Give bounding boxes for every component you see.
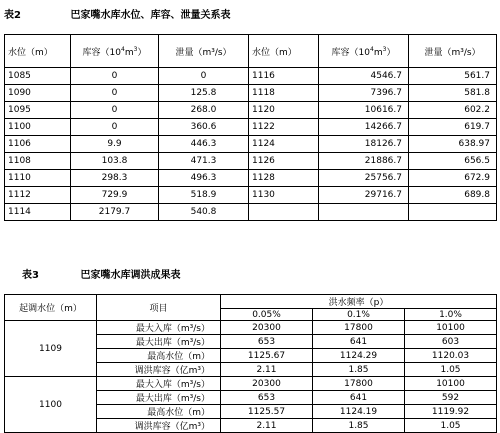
cell: 17800: [313, 321, 405, 335]
header-storage-sup-2: 4: [370, 45, 374, 53]
header-storage-sup2: 3: [133, 45, 138, 53]
header-start-level: 起调水位（m）: [5, 295, 97, 321]
header-storage-sup2-2: 3: [382, 45, 387, 53]
cell: 268.0: [159, 102, 249, 119]
cell: 18126.7: [319, 136, 409, 153]
header-storage-post: m: [124, 47, 134, 58]
cell: 1.05: [405, 363, 497, 377]
cell: 656.5: [409, 153, 497, 170]
table-row: [5, 153, 497, 170]
cell: 1106: [5, 136, 71, 153]
table3-title: 巴家嘴水库调洪成果表: [80, 270, 181, 281]
cell: 1125.67: [221, 349, 313, 363]
cell: 641: [313, 391, 405, 405]
cell: 0: [71, 119, 159, 136]
header-level: 水位（m）: [5, 35, 71, 68]
table-row: [5, 321, 497, 335]
cell: 1124: [249, 136, 319, 153]
cell: 1124.29: [313, 349, 405, 363]
cell: 1118: [249, 85, 319, 102]
item-cell: 最高水位（m）: [97, 349, 221, 363]
header-p1: 0.05%: [221, 309, 313, 321]
table-row: [5, 68, 497, 85]
cell: 17800: [313, 377, 405, 391]
item-cell: 最大入库（m³/s）: [97, 377, 221, 391]
cell: 592: [405, 391, 497, 405]
table-row: [5, 119, 497, 136]
cell: 14266.7: [319, 119, 409, 136]
cell: [409, 204, 497, 221]
cell: [319, 204, 409, 221]
cell: 602.2: [409, 102, 497, 119]
item-cell: 最高水位（m）: [97, 405, 221, 419]
table-row: [5, 377, 497, 391]
cell: 20300: [221, 321, 313, 335]
table-row: [5, 204, 497, 221]
item-cell: 最大入库（m³/s）: [97, 321, 221, 335]
cell: 10100: [405, 377, 497, 391]
table-row: [5, 85, 497, 102]
cell: 1085: [5, 68, 71, 85]
header-discharge-2: 泄量（m³/s）: [409, 35, 497, 68]
start-level-cell: 1100: [5, 377, 97, 433]
cell: 1122: [249, 119, 319, 136]
cell: 540.8: [159, 204, 249, 221]
item-cell: 最大出库（m³/s）: [97, 391, 221, 405]
cell: 496.3: [159, 170, 249, 187]
cell: 0: [159, 68, 249, 85]
flood-routing-results-table: [4, 294, 497, 433]
cell: 1119.92: [405, 405, 497, 419]
header-storage-pre-2: 库容（10: [331, 47, 370, 58]
item-cell: 调洪库容（亿m³）: [97, 363, 221, 377]
cell: 0: [71, 68, 159, 85]
cell: 9.9: [71, 136, 159, 153]
cell: 653: [221, 391, 313, 405]
table-row: [5, 102, 497, 119]
cell: 4546.7: [319, 68, 409, 85]
table-row: [5, 170, 497, 187]
table2-caption: [4, 6, 230, 21]
cell: 103.8: [71, 153, 159, 170]
cell: 1.85: [313, 419, 405, 433]
header-level-2: 水位（m）: [249, 35, 319, 68]
cell: 1095: [5, 102, 71, 119]
cell: 1125.57: [221, 405, 313, 419]
cell: 1.85: [313, 363, 405, 377]
cell: 0: [71, 102, 159, 119]
header-storage-post-2: m: [373, 47, 383, 58]
cell: 1.05: [405, 419, 497, 433]
cell: 2179.7: [71, 204, 159, 221]
cell: 1090: [5, 85, 71, 102]
cell: 581.8: [409, 85, 497, 102]
header-item: 项目: [97, 295, 221, 321]
cell: 672.9: [409, 170, 497, 187]
cell: 1120: [249, 102, 319, 119]
cell: 638.97: [409, 136, 497, 153]
item-cell: 调洪库容（亿m³）: [97, 419, 221, 433]
cell: 21886.7: [319, 153, 409, 170]
cell: 653: [221, 335, 313, 349]
cell: 298.3: [71, 170, 159, 187]
cell: 1130: [249, 187, 319, 204]
table2-title: 巴家嘴水库水位、库容、泄量关系表: [70, 10, 231, 21]
cell: 689.8: [409, 187, 497, 204]
cell: 1124.19: [313, 405, 405, 419]
cell: 1108: [5, 153, 71, 170]
header-storage-end: ）: [137, 47, 147, 58]
cell: 360.6: [159, 119, 249, 136]
cell: 518.9: [159, 187, 249, 204]
header-p3: 1.0%: [405, 309, 497, 321]
header-storage-pre: 库容（10: [82, 47, 121, 58]
cell: 29716.7: [319, 187, 409, 204]
cell: 2.11: [221, 363, 313, 377]
header-p2: 0.1%: [313, 309, 405, 321]
header-storage-end-2: ）: [386, 47, 396, 58]
cell: 619.7: [409, 119, 497, 136]
table2-label: 表2: [4, 10, 21, 21]
cell: 1114: [5, 204, 71, 221]
table-row: [5, 136, 497, 153]
header-storage-2: [319, 35, 409, 68]
cell: 729.9: [71, 187, 159, 204]
cell: 1120.03: [405, 349, 497, 363]
cell: 1116: [249, 68, 319, 85]
header-flood-frequency: 洪水频率（p）: [221, 295, 497, 309]
cell: 10100: [405, 321, 497, 335]
cell: [249, 204, 319, 221]
cell: 2.11: [221, 419, 313, 433]
start-level-cell: 1109: [5, 321, 97, 377]
table3-header-row-1: [5, 295, 497, 309]
header-storage: [71, 35, 159, 68]
table-row: [5, 187, 497, 204]
header-discharge: 泄量（m³/s）: [159, 35, 249, 68]
cell: 0: [71, 85, 159, 102]
cell: 446.3: [159, 136, 249, 153]
cell: 561.7: [409, 68, 497, 85]
cell: 10616.7: [319, 102, 409, 119]
cell: 20300: [221, 377, 313, 391]
cell: 641: [313, 335, 405, 349]
table3-label: 表3: [22, 270, 39, 281]
cell: 1126: [249, 153, 319, 170]
cell: 471.3: [159, 153, 249, 170]
table3-caption: [22, 266, 180, 281]
table2-header-row: [5, 35, 497, 68]
cell: 1100: [5, 119, 71, 136]
cell: 1110: [5, 170, 71, 187]
cell: 1112: [5, 187, 71, 204]
header-storage-sup: 4: [121, 45, 125, 53]
water-level-storage-discharge-table: [4, 34, 497, 221]
cell: 125.8: [159, 85, 249, 102]
item-cell: 最大出库（m³/s）: [97, 335, 221, 349]
cell: 25756.7: [319, 170, 409, 187]
cell: 7396.7: [319, 85, 409, 102]
cell: 1128: [249, 170, 319, 187]
cell: 603: [405, 335, 497, 349]
